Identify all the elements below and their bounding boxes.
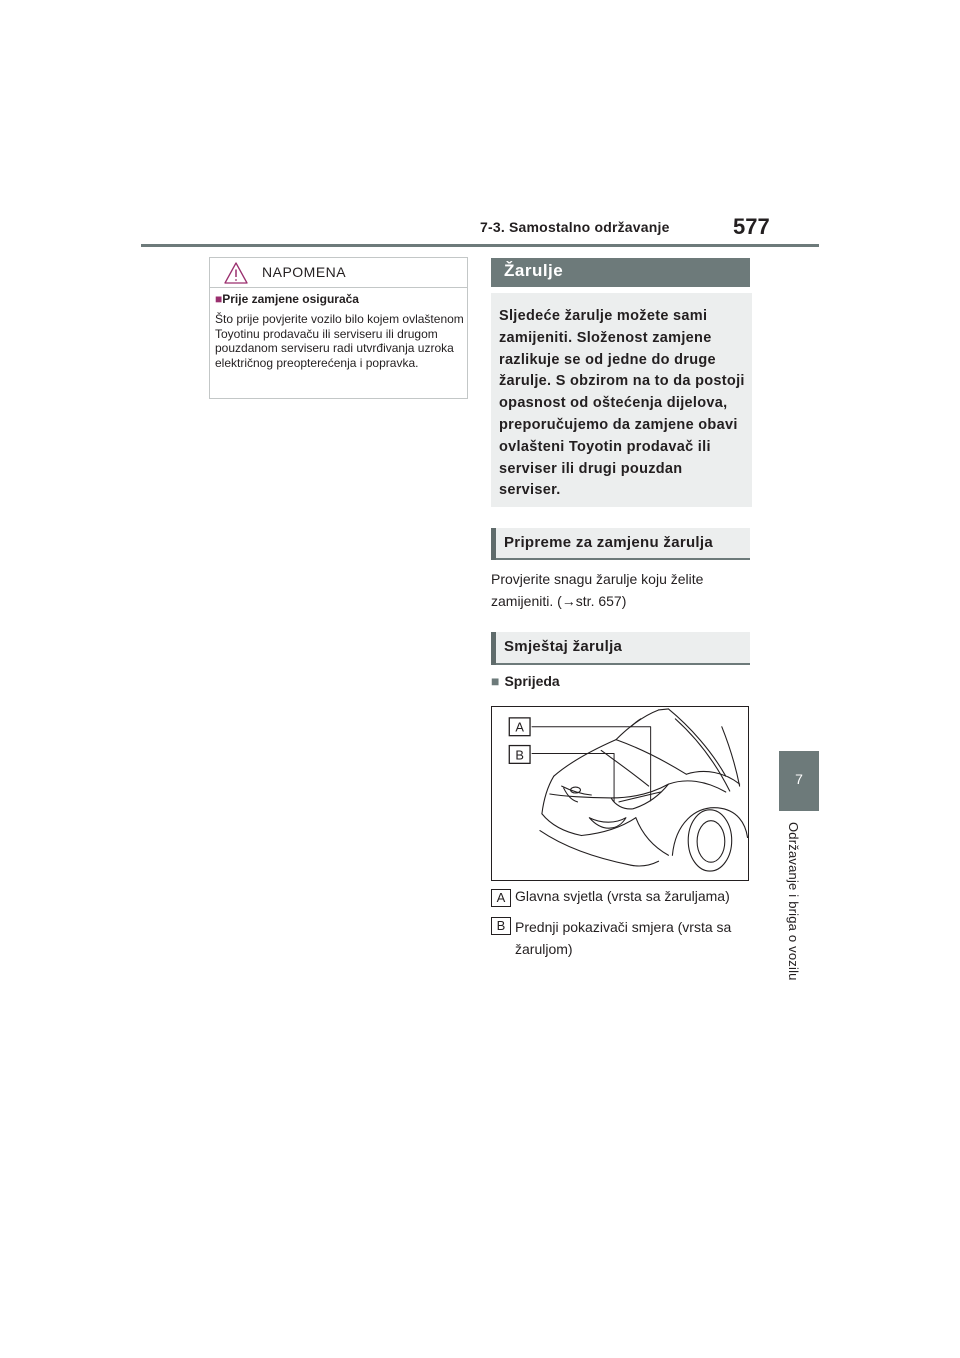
page-reference-link[interactable]: str. 657)	[575, 593, 627, 609]
chapter-title: Održavanje i briga o vozilu	[786, 822, 801, 981]
running-header-section: 7-3. Samostalno održavanje	[480, 219, 670, 235]
subheading-location-text: Smještaj žarulja	[504, 638, 623, 655]
legend-text-b: Prednji pokazivači smjera (vrsta sa žaruljom)	[515, 919, 732, 957]
car-front-illustration	[491, 706, 749, 881]
bullet-square-icon: ■	[491, 673, 500, 689]
preparation-text-a: Provjerite snagu žarulje koju želite zamijeniti. (	[491, 571, 704, 609]
subheading-location	[491, 632, 750, 665]
callout-a: A	[515, 719, 524, 735]
front-label-text: Sprijeda	[504, 673, 560, 689]
page-number: 577	[733, 214, 770, 239]
preparation-text	[491, 568, 753, 612]
warning-triangle-icon	[224, 262, 248, 284]
front-label	[491, 673, 560, 689]
intro-text: Sljedeće žarulje možete sami zamijeniti. Složenost zamjene razlikuje se od jedne do druge žarulje. S obzirom na to da postoji opasnost od oštećenja dijelova, preporučujemo da zamjene obavi ovlašteni Toyotin prodavač ili serviser ili drugi pouzdan serviser.	[499, 308, 745, 499]
bullet-square-icon: ■	[215, 292, 223, 306]
legend-key-a: A	[491, 889, 511, 907]
note-subtitle	[215, 292, 359, 306]
header-rule	[141, 244, 819, 247]
section-title: Žarulje	[504, 261, 564, 280]
figure-callouts	[509, 718, 530, 763]
note-body: Što prije povjerite vozilo bilo kojem ovlaštenom Toyotinu prodavaču ili serviseru ili drugom pouzdanom serviseru radi utvrđivanja uzroka električnog preopterećenja i popravka.	[215, 312, 464, 370]
subheading-preparation-text: Pripreme za zamjenu žarulja	[504, 534, 714, 551]
legend-key-b: B	[491, 917, 511, 935]
subheading-preparation	[491, 528, 750, 560]
note-title: NAPOMENA	[262, 264, 347, 280]
note-subtitle-text: Prije zamjene osigurača	[222, 292, 359, 306]
legend-text-a: Glavna svjetla (vrsta sa žaruljama)	[515, 888, 730, 904]
chapter-number: 7	[795, 771, 803, 787]
callout-b: B	[515, 747, 524, 763]
arrow-right-icon: →	[561, 593, 576, 609]
